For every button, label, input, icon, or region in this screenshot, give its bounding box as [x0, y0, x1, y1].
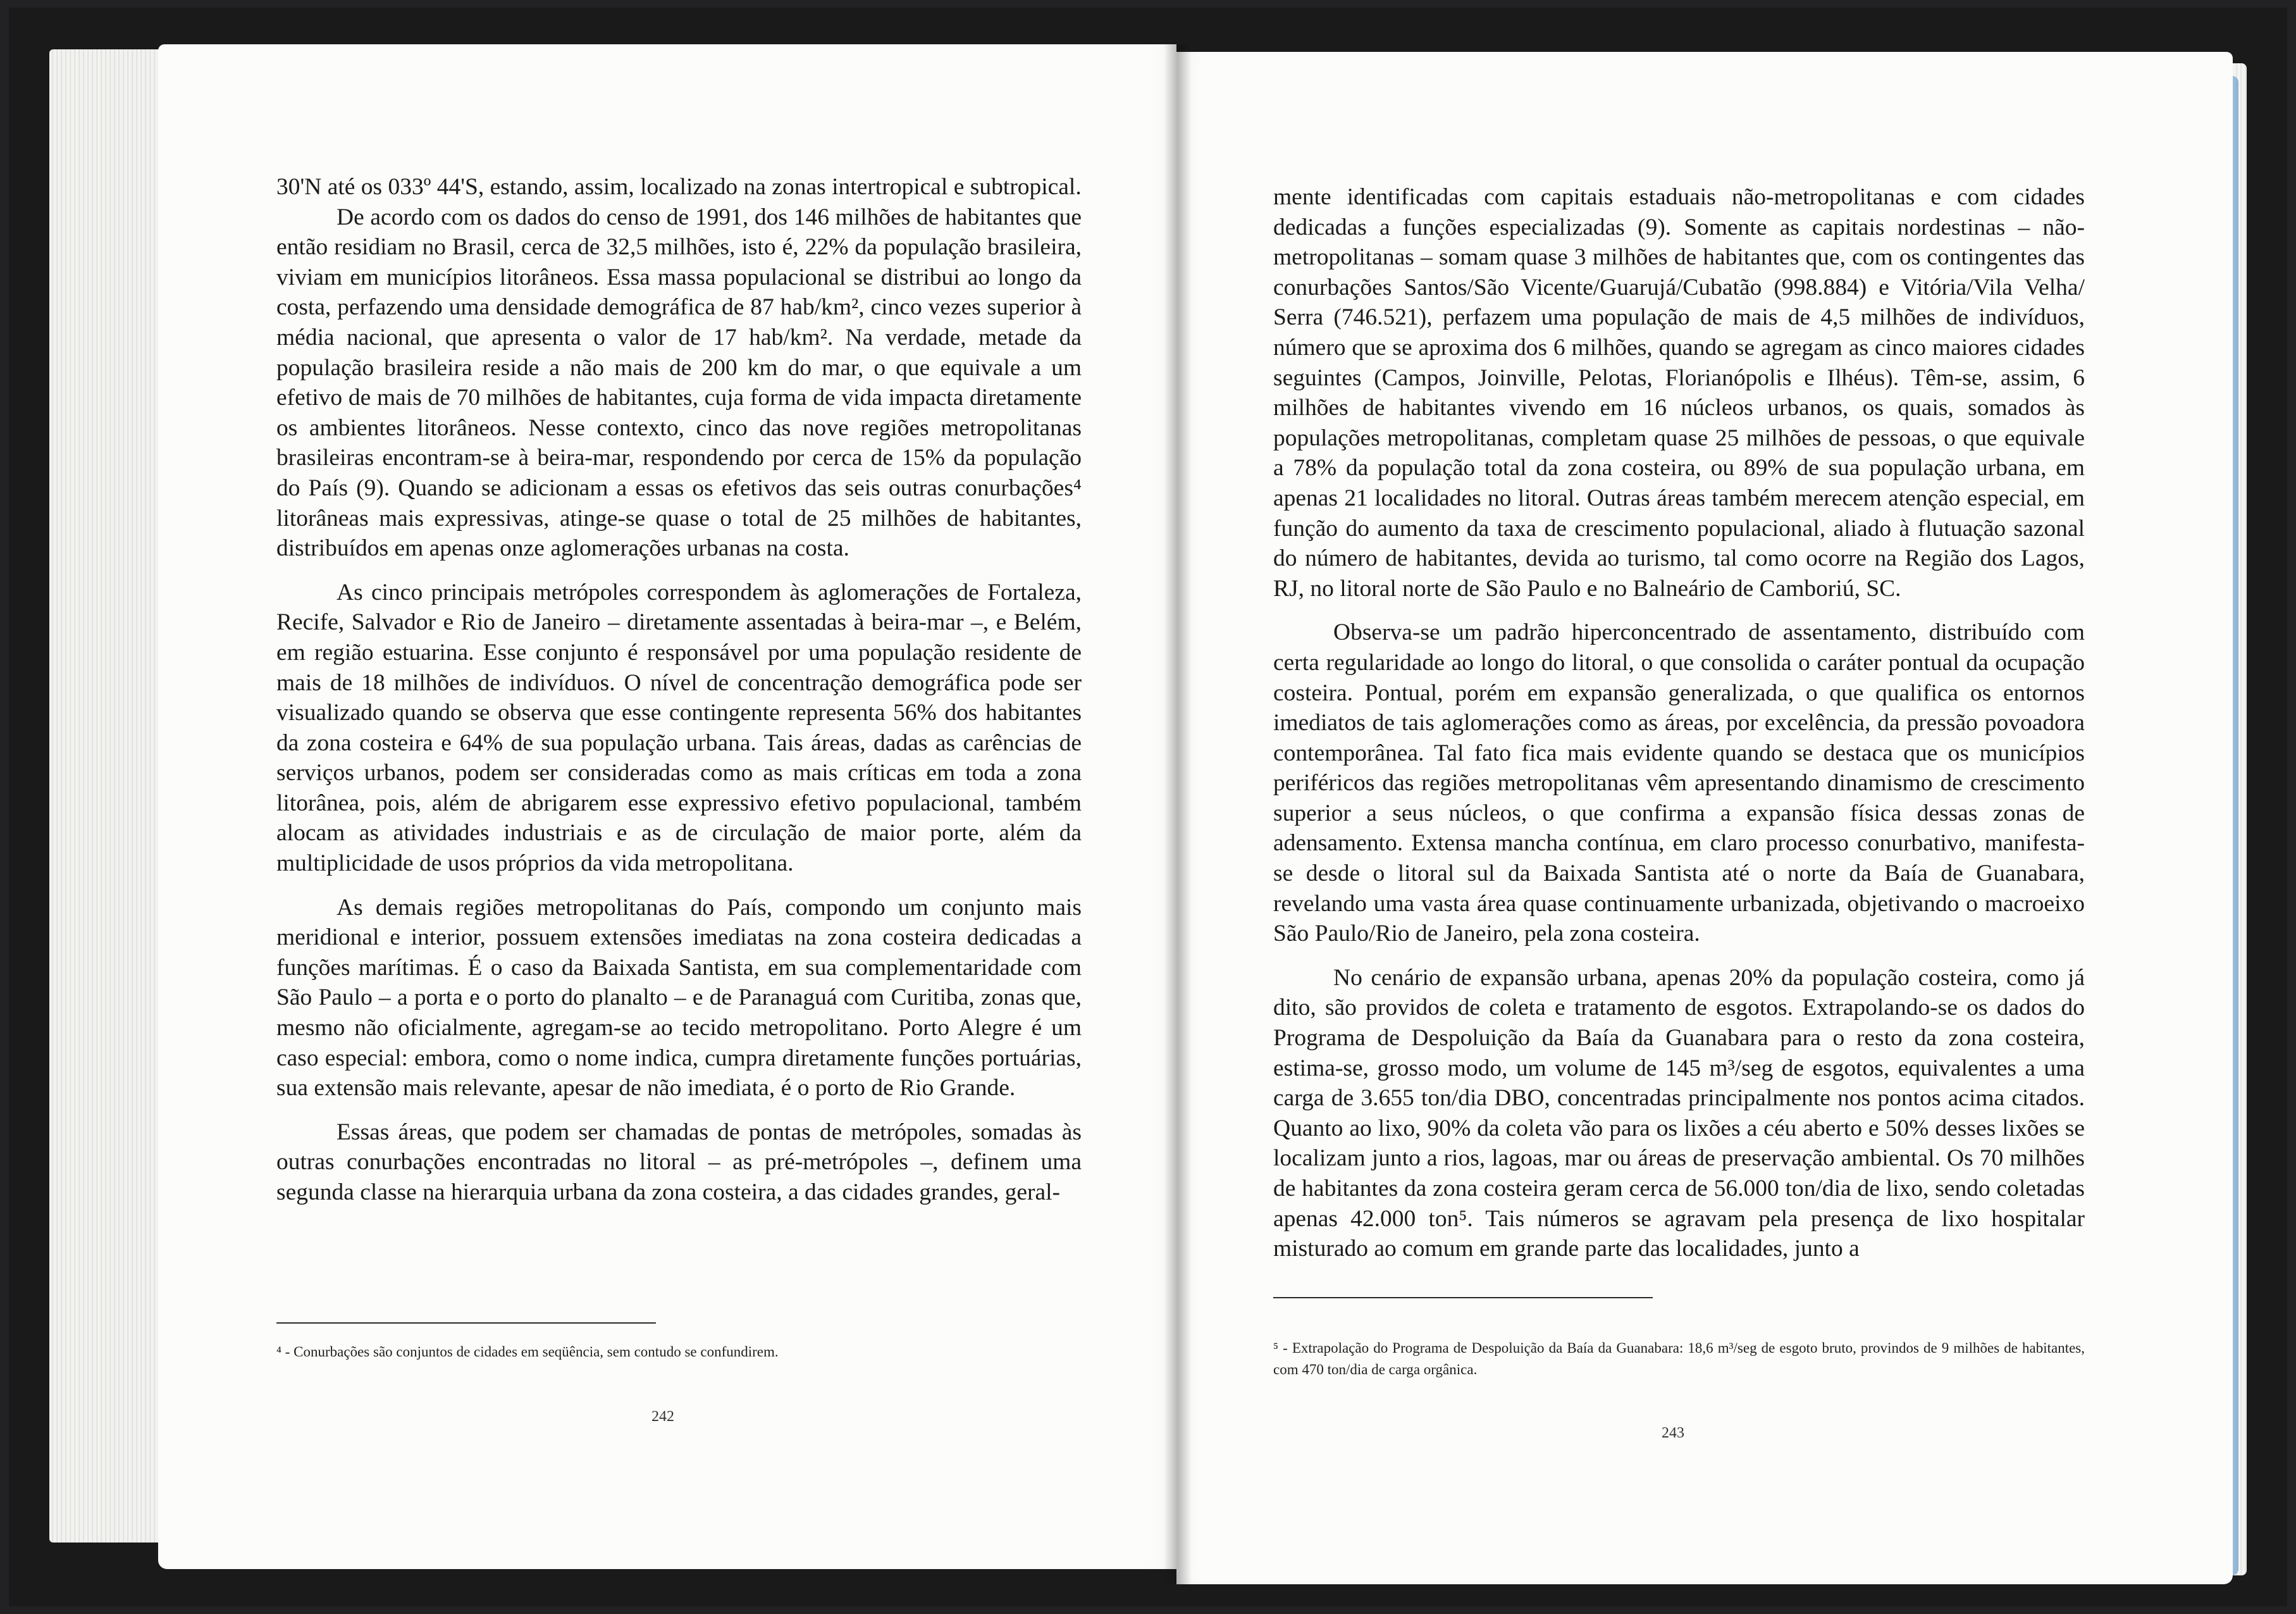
book-gutter: [1164, 44, 1192, 1584]
paragraph: De acordo com os dados do censo de 1991, dos 146 milhões de habitantes que então residiam no Brasil, cerca de 32,5 milhões, isto é, 22% da população brasileira, viviam em municípios litorâneos. Essa massa populacional se distribui ao longo da costa, perfazendo uma densidade demográfica de 87 hab/km², cinco vezes superior à média nacional, que apresenta o valor de 17 hab/km². Na verdade, metade da população brasileira reside a não mais de 200 km do mar, o que equivale a um efetivo de mais de 70 milhões de habitantes, cuja forma de vida impacta diretamente os ambientes litorâneos. Nesse contexto, cinco das nove regiões metropolitanas brasileiras encontram-se à beira-mar, respondendo por cerca de 15% da população do País (9). Quando se adicionam a essas os efetivos das seis outras conurbações⁴ litorâneas mais expressivas, atinge-se quase o total de 25 milhões de habitantes, distribuídos em apenas onze aglomerações urbanas na costa.: [276, 204, 1082, 562]
left-page-body: [276, 172, 1082, 1208]
left-page-edges: [49, 49, 176, 1543]
page-number: 243: [1662, 1425, 1684, 1441]
page-number: 242: [651, 1408, 674, 1425]
paragraph: Observa-se um padrão hiperconcentrado de assentamento, distribuído com certa regularidade ao longo do litoral, o que consolida o caráter pontual da ocupação costeira. Pontual, porém em expansão generalizada, o que qualifica os entornos imediatos de tais aglomerações como as áreas, por excelência, da pressão povoadora contemporânea. Tal fato fica mais evidente quando se destaca que os municípios periféricos das regiões metropolitanas vêm apresentando dinamismo de crescimento superior a seus núcleos, o que confirma a expansão física dessas zonas de adensamento. Extensa mancha contínua, em claro processo conurbativo, manifesta-se desde o litoral sul da Baixada Santista até o norte da Baía de Guanabara, revelando uma vasta área quase continuamente urbanizada, objetivando o macroeixo São Paulo/Rio de Janeiro, pela zona costeira.: [1273, 619, 2085, 947]
paragraph: As demais regiões metropolitanas do País, compondo um conjunto mais meridional e interior, possuem extensões imediatas na zona costeira dedicadas a funções marítimas. É o caso da Baixada Santista, em sua complementaridade com São Paulo – a porta e o porto do planalto – e de Paranaguá com Curitiba, zonas que, mesmo não oficialmente, agregam-se ao tecido metropolitano. Porto Alegre é um caso especial: embora, como o nome indica, cumpra diretamente funções portuárias, sua extensão mais relevante, apesar de não imediata, é o porto de Rio Grande.: [276, 894, 1082, 1102]
paragraph: As cinco principais metrópoles correspondem às aglomerações de Fortaleza, Recife, Salvador e Rio de Janeiro – diretamente assentadas à beira-mar –, e Belém, em região estuarina. Esse conjunto é responsável por uma população residente de mais de 18 milhões de indivíduos. O nível de concentração demográfica pode ser visualizado quando se observa que esse contingente representa 56% dos habitantes da zona costeira e 64% de sua população urbana. Tais áreas, dadas as carências de serviços urbanos, podem ser consideradas como as mais críticas em toda a zona litorânea, pois, além de abrigarem esse expressivo efetivo populacional, também alocam as atividades industriais e as de circulação de maior porte, além da multiplicidade de usos próprios da vida metropolitana.: [276, 579, 1082, 877]
footnote: ⁵ - Extrapolação do Programa de Despoluição da Baía da Guanabara: 18,6 m³/seg de esgoto bruto, provindos de 9 milhões de habitantes, com 470 ton/dia de carga orgânica.: [1273, 1340, 2085, 1377]
footnote-rule: [276, 1322, 656, 1324]
footnote: ⁴ - Conurbações são conjuntos de cidades em seqüência, sem contudo se confundirem.: [276, 1344, 779, 1360]
paragraph: Essas áreas, que podem ser chamadas de pontas de metrópoles, somadas às outras conurbações encontradas no litoral – as pré-metrópoles –, definem uma segunda classe na hierarquia urbana da zona costeira, a das cidades grandes, geral-: [276, 1119, 1082, 1205]
paragraph: mente identificadas com capitais estaduais não-metropolitanas e com cidades dedicadas a funções especializadas (9). Somente as capitais nordestinas – não-metropolitanas – somam quase 3 milhões de habitantes que, com os contingentes das conurbações Santos/São Vicente/Guarujá/Cubatão (998.884) e Vitória/Vila Velha/ Serra (746.521), perfazem uma população de mais de 4,5 milhões de indivíduos, número que se aproxima dos 6 milhões, quando se agregam as cinco maiores cidades seguintes (Campos, Joinville, Pelotas, Florianópolis e Ilhéus). Têm-se, assim, 6 milhões de habitantes vivendo em 16 núcleos urbanos, os quais, somados às populações metropolitanas, completam quase 25 milhões de pessoas, o que equivale a 78% da população total da zona costeira, ou 89% de sua população urbana, em apenas 21 localidades no litoral. Outras áreas também merecem atenção especial, em função do aumento da taxa de crescimento populacional, aliado à flutuação sazonal do número de habitantes, devida ao turismo, tal como ocorre na Região dos Lagos, RJ, no litoral norte de São Paulo e no Balneário de Camboriú, SC.: [1273, 184, 2085, 602]
paragraph: 30'N até os 033º 44'S, estando, assim, localizado na zonas intertropical e subtropical.: [276, 174, 1082, 200]
footnote-rule: [1273, 1297, 1653, 1298]
right-page-body: [1273, 182, 2085, 1264]
paragraph: No cenário de expansão urbana, apenas 20% da população costeira, como já dito, são providos de coleta e tratamento de esgotos. Extrapolando-se os dados do Programa de Despoluição da Baía da Guanabara para o resto da zona costeira, estima-se, grosso modo, um volume de 145 m³/seg de esgotos, equivalentes a uma carga de 3.655 ton/dia DBO, concentradas principalmente nos pontos acima citados. Quanto ao lixo, 90% da coleta vão para os lixões a céu aberto e 50% desses lixões se localizam junto a rios, lagoas, mar ou áreas de preservação ambiental. Os 70 milhões de habitantes da zona costeira geram cerca de 56.000 ton/dia de lixo, sendo coletadas apenas 42.000 ton⁵. Tais números se agravam pela presença de lixo hospitalar misturado ao comum em grande parte das localidades, junto a: [1273, 964, 2085, 1262]
